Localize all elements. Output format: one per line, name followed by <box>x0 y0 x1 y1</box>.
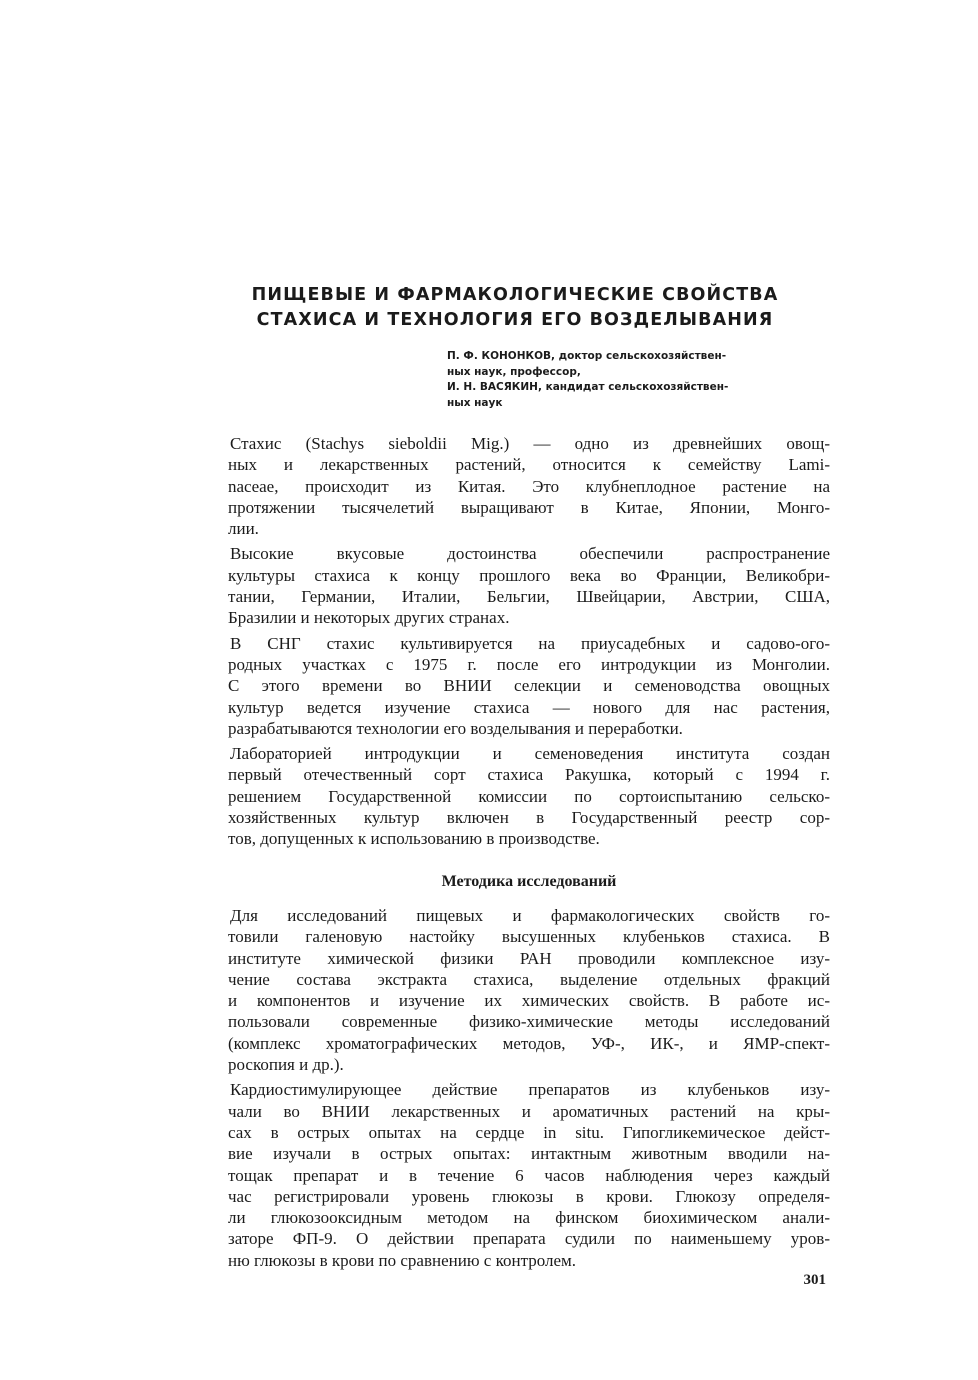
text-line: тании, Германии, Италии, Бельгии, Швейцарии, Австрии, США, <box>228 587 830 607</box>
text-line: родных участках с 1975 г. после его интродукции из Монголии. <box>228 654 830 674</box>
text-line: тощак препарат и в течение 6 часов наблюдения через каждый <box>228 1165 830 1185</box>
text-line: первый отечественный сорт стахиса Ракушка, который с 1994 г. <box>228 765 830 785</box>
text-line: разрабатываются технологии его возделывания и переработки. <box>228 718 683 738</box>
text-line: Высокие вкусовые достоинства обеспечили распространение <box>230 544 830 564</box>
author-line: ных наук <box>447 396 503 409</box>
paragraph <box>228 633 830 739</box>
text-line: культуры стахиса к концу прошлого века во Франции, Великобри- <box>228 565 830 585</box>
text-line: naceae, происходит из Китая. Это клубнеплодное растение на <box>228 476 830 496</box>
text-line: вие изучали в острых опытах: интактным животным вводили на- <box>228 1144 830 1164</box>
section-text <box>228 905 830 1275</box>
text-line: и компонентов и изучение их химических свойств. В работе ис- <box>228 991 830 1011</box>
text-line: протяжении тысячелетий выращивают в Китае, Японии, Монго- <box>228 497 830 517</box>
paragraph <box>228 543 830 628</box>
text-line: В СНГ стахис культивируется на приусадебных и садово-ого- <box>230 633 830 653</box>
text-line: заторе ФП-9. О действии препарата судили по наименьшему уров- <box>228 1229 830 1249</box>
author-line: И. Н. ВАСЯКИН, кандидат сельскохозяйствен- <box>447 381 729 393</box>
text-line: Кардиостимулирующее действие препаратов из клубеньков изу- <box>230 1080 830 1100</box>
text-line: сах в острых опытах на сердце in situ. Гипогликемическое дейст- <box>228 1122 830 1142</box>
text-line: ных и лекарственных растений, относится к семейству Lami- <box>228 455 830 475</box>
text-line: роскопия и др.). <box>228 1055 344 1075</box>
text-line: тов, допущенных к использованию в производстве. <box>228 829 600 849</box>
paragraph <box>228 1079 830 1271</box>
text-line: пользовали современные физико-химические методы исследований <box>228 1012 830 1032</box>
text-line: С этого времени во ВНИИ селекции и семеноводства овощных <box>228 676 830 696</box>
section-heading: Методика исследований <box>441 873 617 890</box>
text-line: (комплекс хроматографических методов, УФ-, ИК-, и ЯМР-спект- <box>228 1033 830 1053</box>
author-line: П. Ф. КОНОНКОВ, доктор сельскохозяйствен- <box>447 350 727 362</box>
text-line: культур ведется изучение стахиса — нового для нас растения, <box>228 697 830 717</box>
intro-text <box>228 433 830 854</box>
text-line: час регистрировали уровень глюкозы в крови. Глюкозу определя- <box>228 1186 830 1206</box>
text-line: решением Государственной комиссии по сортоиспытанию сельско- <box>228 786 830 806</box>
text-line: чали во ВНИИ лекарственных и ароматичных растений на кры- <box>228 1101 830 1121</box>
paragraph <box>228 433 830 539</box>
text-line: институте химической физики РАН проводили комплексное изу- <box>228 948 830 968</box>
text-line: Стахис (Stachys sieboldii Mig.) — одно из древнейших овощ- <box>230 434 830 453</box>
author-block <box>447 349 827 411</box>
text-line: Бразилии и некоторых других странах. <box>228 608 510 628</box>
text-line: Для исследований пищевых и фармакологических свойств го- <box>230 906 830 925</box>
author-line: ных наук, профессор, <box>447 365 581 378</box>
text-line: лии. <box>228 519 259 539</box>
text-line: Лабораторией интродукции и семеноведения института создан <box>230 744 830 764</box>
article-title <box>200 283 830 333</box>
page-number: 301 <box>803 1272 826 1288</box>
text-line: товили галеновую настойку высушенных клубеньков стахиса. В <box>228 927 830 947</box>
text-line: ню глюкозы в крови по сравнению с контролем. <box>228 1250 577 1270</box>
paragraph <box>228 743 830 849</box>
text-line: хозяйственных культур включен в Государственный реестр сор- <box>228 808 830 828</box>
text-line: ли глюкозооксидным методом на финском биохимическом анали- <box>228 1208 830 1228</box>
title-line-1: ПИЩЕВЫЕ И ФАРМАКОЛОГИЧЕСКИЕ СВОЙСТВА <box>251 285 779 305</box>
text-line: чение состава экстракта стахиса, выделение отдельных фракций <box>228 969 830 989</box>
paragraph <box>228 905 830 1075</box>
title-line-2: СТАХИСА И ТЕХНОЛОГИЯ ЕГО ВОЗДЕЛЫВАНИЯ <box>256 310 774 330</box>
